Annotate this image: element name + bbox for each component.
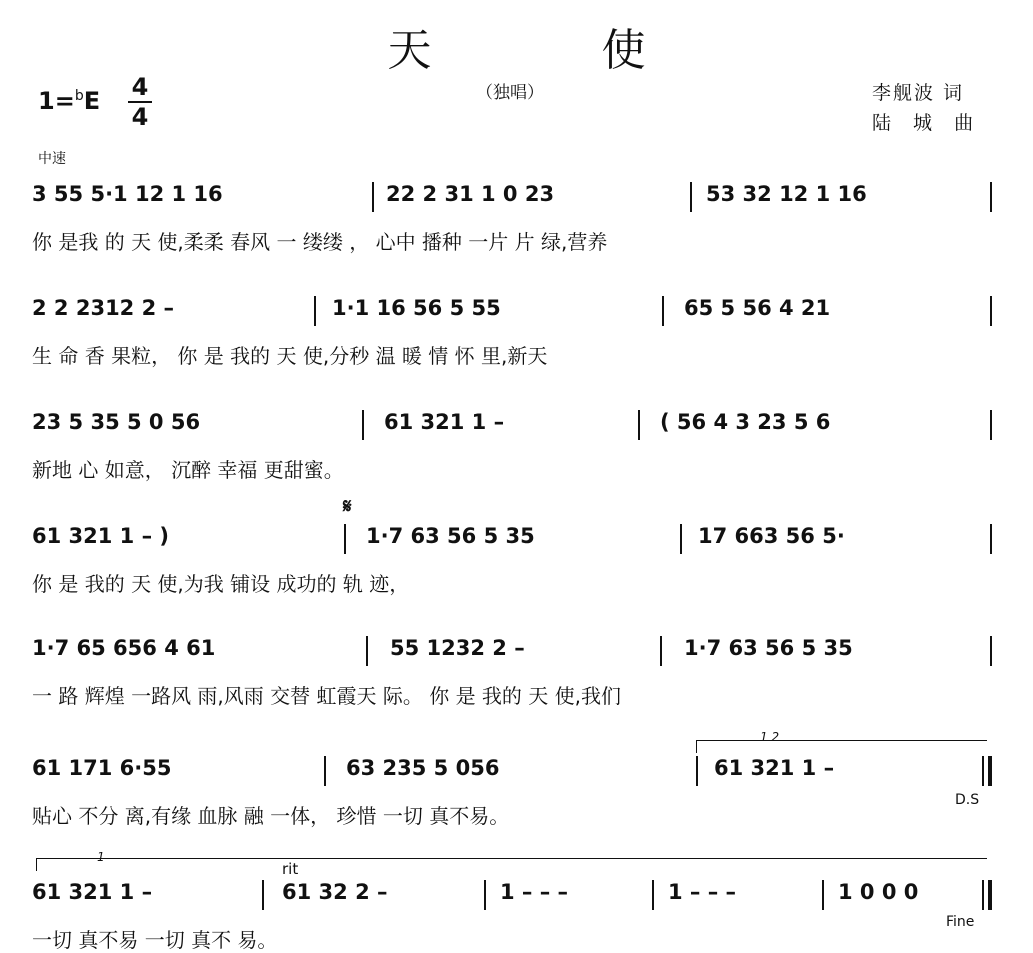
volta-1: 1	[97, 850, 105, 864]
ritardando-marking: rit	[282, 860, 299, 878]
time-top: 4	[131, 73, 149, 101]
volta-1-2: 1 2	[760, 730, 780, 744]
measure-8: 61 321 1 –	[384, 410, 505, 434]
measure-12: 17 663 56 5·	[698, 524, 845, 548]
measure-16: 61 171 6·55	[32, 756, 172, 780]
measure-7: 23 5 35 5 0 56	[32, 410, 201, 434]
performance-note: （独唱）	[476, 83, 544, 103]
measure-2: 22 2 31 1 0 23	[386, 182, 555, 206]
lyrics-line-1: 你 是我 的 天 使,柔柔 春风 一 缕缕 ， 心中 播种 一片 片 绿,营养	[32, 230, 608, 254]
measure-6: 65 5 56 4 21	[684, 296, 831, 320]
measure-9: ( 56 4 3 23 5 6	[660, 410, 831, 434]
measure-20: 61 32 2 –	[282, 880, 388, 904]
lyrics-line-7: 一切 真不易 一切 真不 易。	[32, 928, 278, 952]
key-letter: E	[83, 87, 101, 115]
composer-credit: 陆 城 曲	[872, 112, 982, 134]
measure-3: 53 32 12 1 16	[706, 182, 867, 206]
tempo-marking: 中速	[38, 151, 66, 167]
key-signature	[38, 87, 100, 115]
key-prefix: 1=	[38, 87, 75, 115]
measure-11: 1·7 63 56 5 35	[366, 524, 535, 548]
measure-17: 63 235 5 056	[346, 756, 500, 780]
lyrics-line-3: 新地 心 如意， 沉醉 幸福 更甜蜜。	[32, 458, 344, 482]
measure-15: 1·7 63 56 5 35	[684, 636, 853, 660]
measure-18: 61 321 1 –	[714, 756, 835, 780]
measure-22: 1 – – –	[668, 880, 737, 904]
fine-marking: Fine	[946, 914, 975, 930]
segno-sign: 𝄋	[343, 494, 352, 518]
measure-14: 55 1232 2 –	[390, 636, 525, 660]
song-title: 天 使	[387, 25, 724, 76]
lyricist-credit: 李舰波 词	[872, 82, 965, 104]
lyrics-line-4: 你 是 我的 天 使,为我 铺设 成功的 轨 迹，	[32, 572, 410, 596]
flat-sign: b	[74, 88, 84, 104]
lyrics-line-6: 贴心 不分 离,有缘 血脉 融 一体， 珍惜 一切 真不易。	[32, 804, 510, 828]
lyrics-line-2: 生 命 香 果粒， 你 是 我的 天 使,分秒 温 暖 情 怀 里,新天	[32, 344, 548, 368]
time-bottom: 4	[131, 103, 149, 131]
measure-13: 1·7 65 656 4 61	[32, 636, 216, 660]
measure-23: 1 0 0 0	[838, 880, 919, 904]
measure-1: 3 55 5·1 12 1 16	[32, 182, 223, 206]
dal-segno: D.S	[955, 792, 980, 808]
time-signature	[128, 74, 152, 130]
measure-10: 61 321 1 – )	[32, 524, 170, 548]
measure-19: 61 321 1 –	[32, 880, 153, 904]
measure-5: 1·1 16 56 5 55	[332, 296, 501, 320]
measure-4: 2 2 2312 2 –	[32, 296, 175, 320]
lyrics-line-5: 一 路 辉煌 一路风 雨,风雨 交替 虹霞天 际。 你 是 我的 天 使,我们	[32, 684, 622, 708]
measure-21: 1 – – –	[500, 880, 569, 904]
